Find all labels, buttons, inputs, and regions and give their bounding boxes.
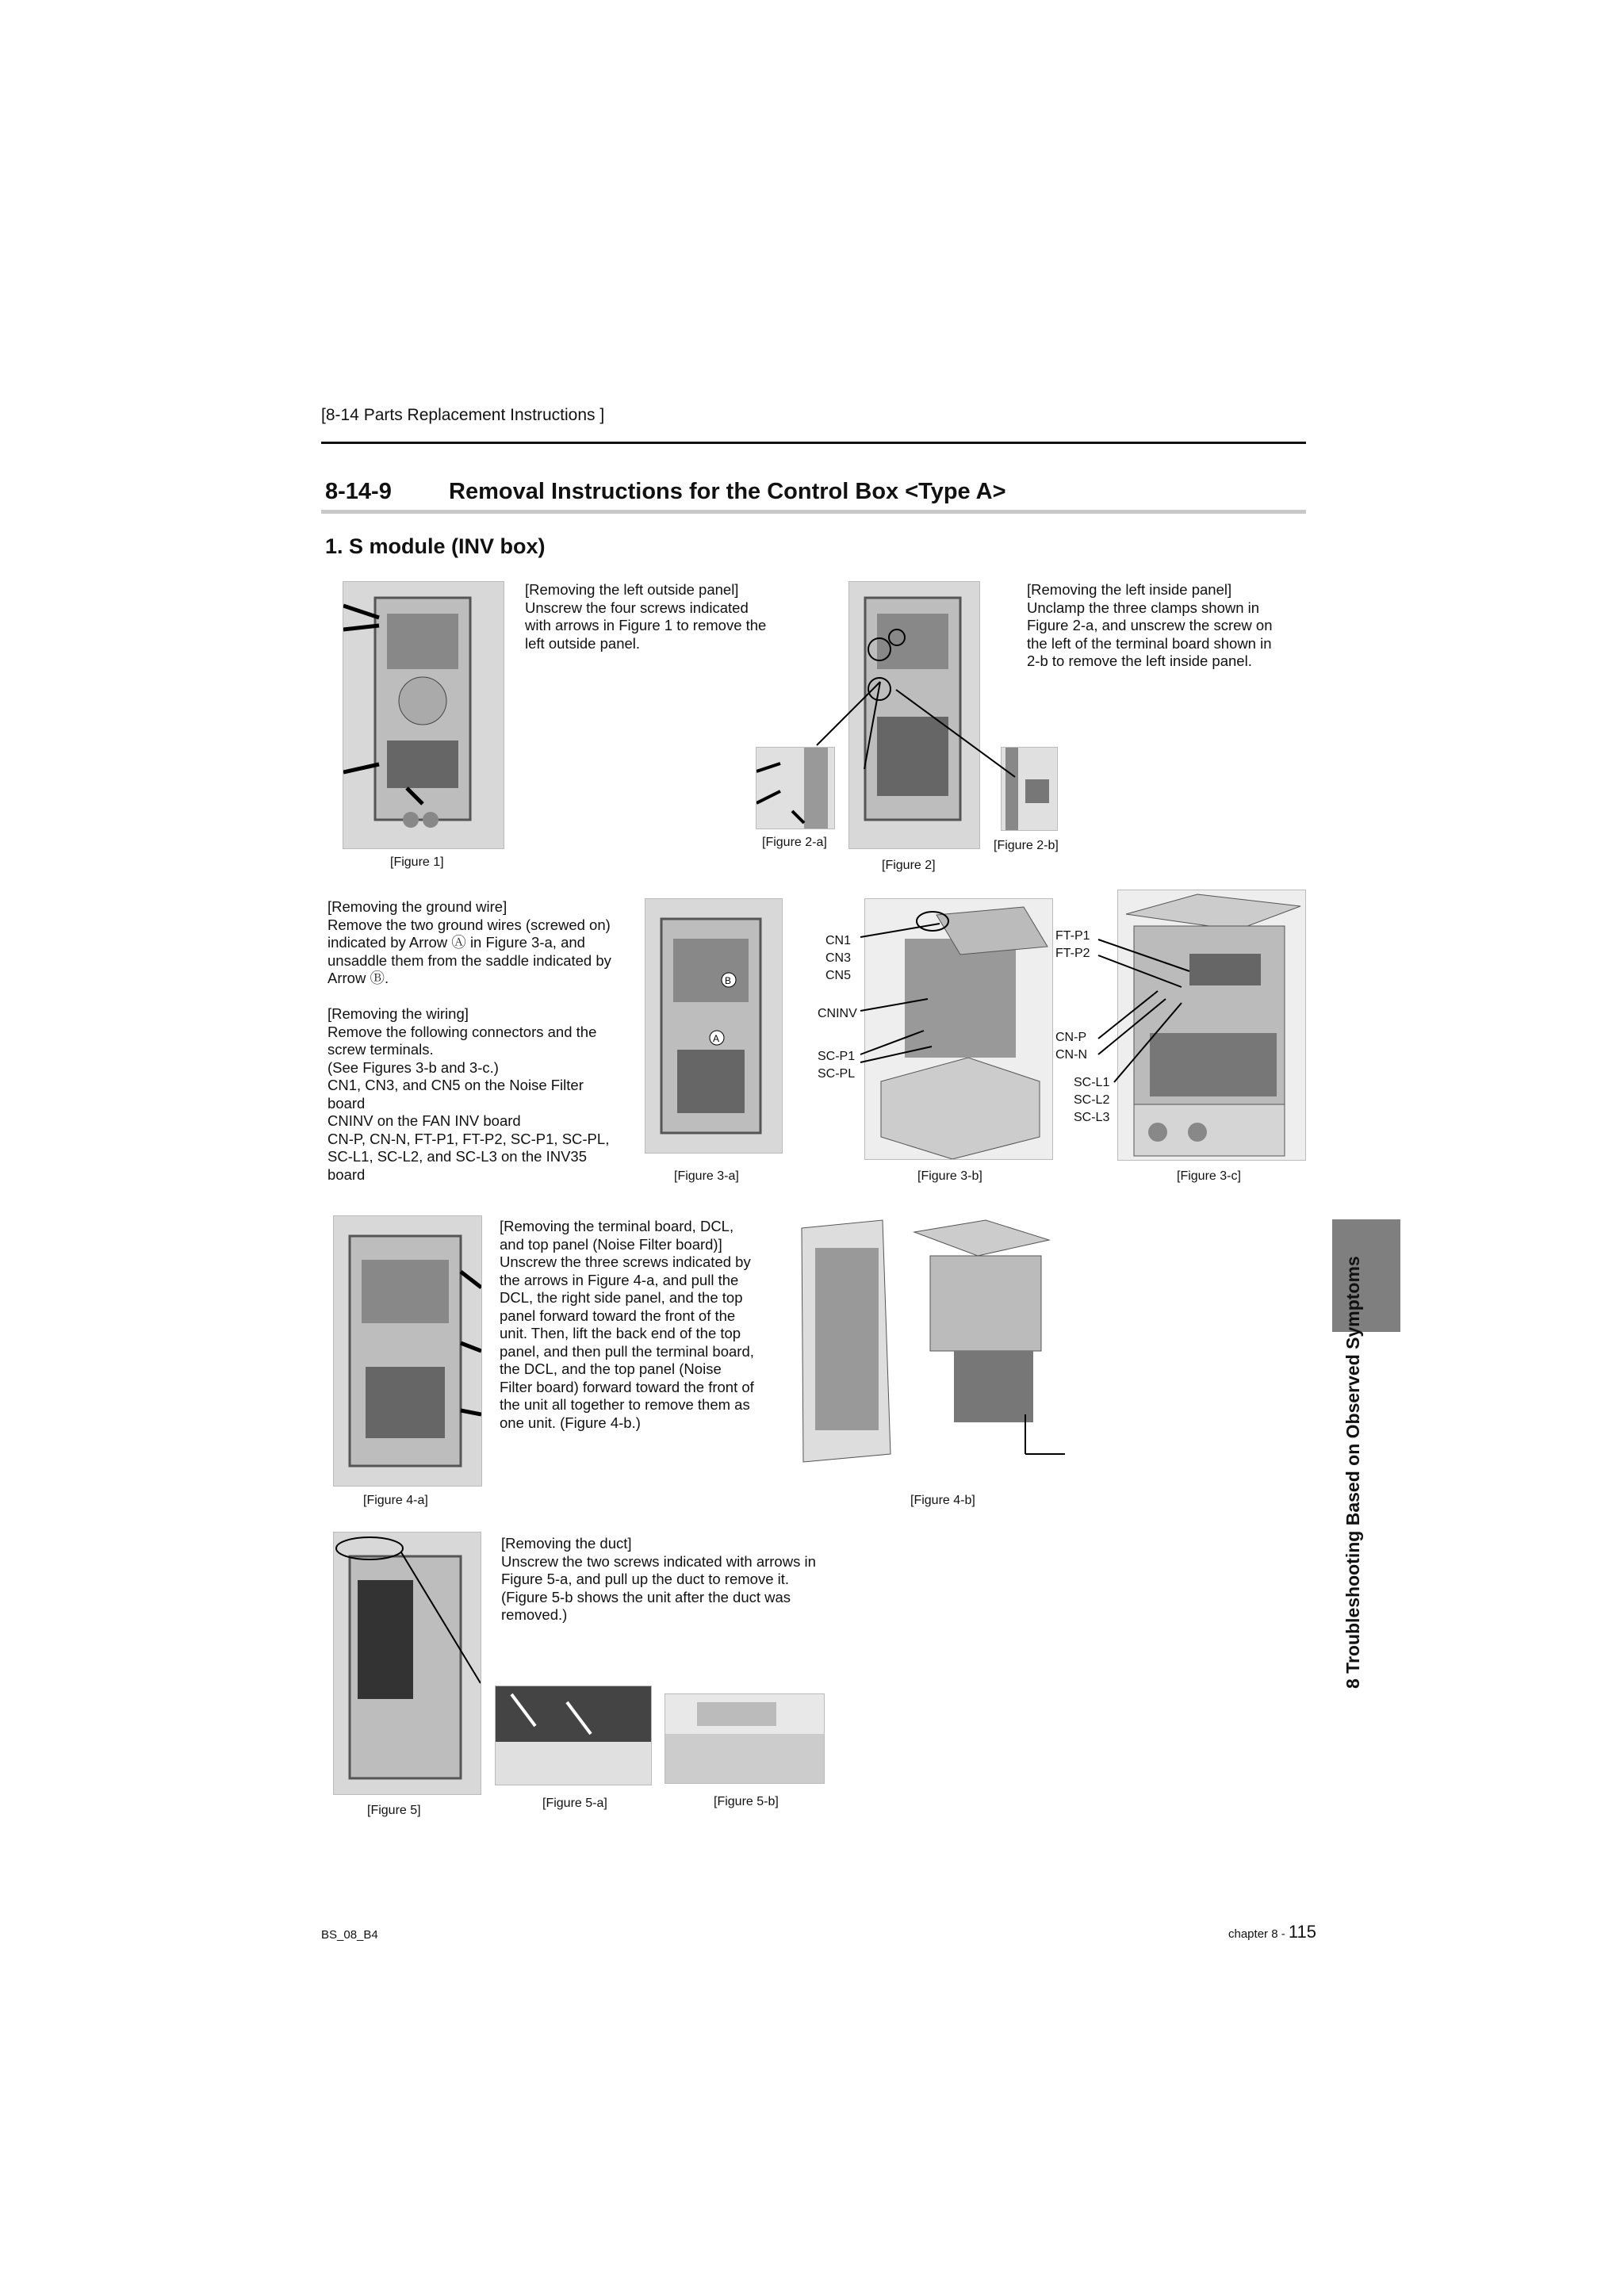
figure-1-caption: [Figure 1] [390,855,444,869]
label-cn-p: CN-P [1055,1031,1087,1044]
arrow-a-label: A [713,1033,720,1044]
text-line: Figure 5-a, and pull up the duct to remove it. [501,1571,790,1587]
text-line: removed.) [501,1606,568,1623]
figure-5b-photo [665,1693,825,1784]
figure-5a-photo [495,1686,652,1785]
label-cninv: CNINV [818,1007,857,1020]
text-terminal-board-dcl-top-panel [500,1218,754,1432]
text-left-inside-panel [1027,581,1273,671]
text-line: (See Figures 3-b and 3-c.) [327,1058,499,1076]
figure-4b-photo [795,1215,1071,1480]
figure-1-photo [343,581,504,849]
label-cn1: CN1 [825,934,852,947]
figure-4a-photo [333,1215,482,1487]
figure-4b-caption: [Figure 4-b] [910,1494,975,1507]
label-ft-p1: FT-P1 [1055,929,1090,943]
text-line: screw terminals. [327,1041,434,1058]
text-line: [Removing the wiring] [327,1005,469,1022]
figure-3c-leader-lines [1094,928,1205,1086]
text-ground-wire-and-wiring [327,898,611,1184]
text-line: CN1, CN3, and CN5 on the Noise Filter [327,1077,584,1093]
text-line: board [327,1094,366,1112]
section-title: Removal Instructions for the Control Box <Type A> [449,479,1006,504]
label-cn3: CN3 [825,951,852,965]
text-line [327,988,611,1006]
figure-5b-caption: [Figure 5-b] [714,1795,779,1808]
text-line: [Removing the duct] [501,1535,632,1552]
figure-3c-caption: [Figure 3-c] [1177,1169,1241,1183]
text-line: Figure 2-a, and unscrew the screw on [1027,617,1273,633]
text-line: Remove the following connectors and the [327,1023,597,1040]
figure-2a-caption: [Figure 2-a] [762,836,827,849]
text-line: and top panel (Noise Filter board)] [500,1235,722,1253]
cn-labels [825,932,851,985]
page-number: 115 [1288,1922,1316,1942]
text-line: the unit all together to remove them as [500,1396,750,1413]
text-line: panel forward toward the front of the [500,1307,736,1324]
figure-4a-caption: [Figure 4-a] [363,1494,428,1507]
label-sc-l3: SC-L3 [1074,1111,1110,1124]
figure-5a-caption: [Figure 5-a] [542,1797,607,1810]
text-line: one unit. (Figure 4-b.) [500,1414,641,1431]
text-line: the arrows in Figure 4-a, and pull the [500,1271,739,1288]
text-line: Unscrew the four screws indicated [525,599,749,616]
text-line: [Removing the terminal board, DCL, [500,1218,734,1234]
section-rule [321,510,1306,514]
text-line: CNINV on the FAN INV board [327,1112,521,1129]
text-line: [Removing the left outside panel] [525,581,739,598]
text-left-outside-panel [525,581,766,652]
running-header: [8-14 Parts Replacement Instructions ] [321,406,605,424]
text-line: Remove the two ground wires (screwed on) [327,916,611,933]
text-line: CN-P, CN-N, FT-P1, FT-P2, SC-P1, SC-PL, [327,1130,610,1147]
text-line: Unclamp the three clamps shown in [1027,599,1260,616]
text-line: indicated by Arrow Ⓐ in Figure 3-a, and [327,934,585,951]
figure-3a-caption: [Figure 3-a] [674,1169,739,1183]
text-line: the left of the terminal board shown in [1027,634,1272,652]
text-line: left outside panel. [525,634,641,652]
text-line: the DCL, and the top panel (Noise [500,1360,722,1377]
text-line: Arrow Ⓑ. [327,970,389,986]
text-line: (Figure 5-b shows the unit after the duct was [501,1588,791,1605]
text-line: with arrows in Figure 1 to remove the [525,617,767,633]
text-line: panel, and then pull the terminal board, [500,1342,754,1360]
text-line: unit. Then, lift the back end of the top [500,1325,741,1341]
label-sc-pl: SC-PL [818,1067,856,1081]
subsection-title: 1. S module (INV box) [325,534,546,558]
section-number: 8-14-9 [325,479,392,504]
figure-5-caption: [Figure 5] [367,1804,421,1817]
footer-chapter: chapter 8 - [1228,1927,1289,1941]
text-line: [Removing the left inside panel] [1027,581,1232,598]
footer-page [1228,1922,1316,1942]
label-sc-l1: SC-L1 [1074,1076,1110,1089]
label-cn5: CN5 [825,969,852,982]
text-line: SC-L1, SC-L2, and SC-L3 on the INV35 [327,1148,588,1165]
figure-3b-leader-lines [856,920,944,1078]
figure-2-caption: [Figure 2] [882,859,936,872]
scp-labels [818,1048,855,1083]
footer-doc-code: BS_08_B4 [321,1928,378,1942]
text-line: 2-b to remove the left inside panel. [1027,652,1252,669]
text-line: [Removing the ground wire] [327,898,508,915]
header-rule [321,442,1306,444]
text-line: board [327,1165,366,1183]
figure-2-leader-lines [809,674,1031,785]
label-ft-p2: FT-P2 [1055,947,1090,960]
text-line: unsaddle them from the saddle indicated by [327,951,611,969]
text-removing-duct [501,1535,816,1624]
figure-5-photo [333,1532,481,1795]
label-cn-n: CN-N [1055,1048,1087,1062]
figure-3a-photo [645,898,783,1154]
figure-3b-caption: [Figure 3-b] [917,1169,982,1183]
arrow-b-label: B [725,975,732,986]
label-sc-p1: SC-P1 [818,1050,856,1063]
cnp-labels [1055,1029,1087,1064]
ftp-labels [1055,928,1090,962]
chapter-side-title [1342,1213,1377,1705]
label-sc-l2: SC-L2 [1074,1093,1110,1107]
text-line: DCL, the right side panel, and the top [500,1289,743,1306]
text-line: Unscrew the two screws indicated with arrows in [501,1552,816,1570]
text-line: Unscrew the three screws indicated by [500,1253,751,1270]
chapter-side-title-text: 8 Troubleshooting Based on Observed Symptoms [1342,1256,1363,1689]
text-line: Filter board) forward toward the front of [500,1378,754,1395]
figure-2b-caption: [Figure 2-b] [994,839,1059,852]
